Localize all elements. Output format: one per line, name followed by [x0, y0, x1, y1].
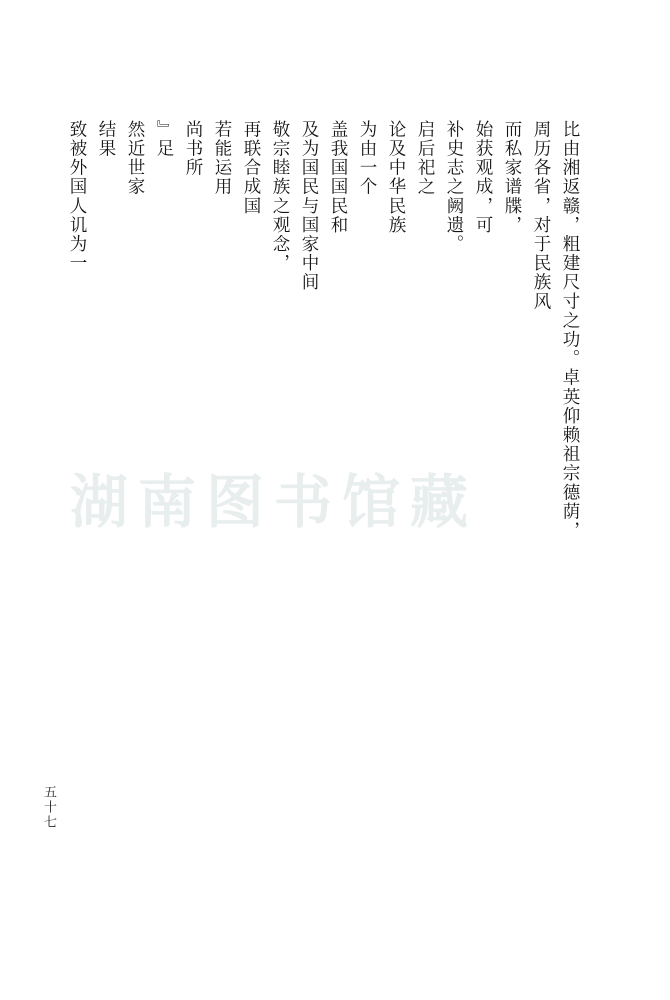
text-column: 启后祀之 [415, 120, 435, 197]
text-column: 补史志之阙遗。 [444, 120, 464, 254]
text-column: 及为国民与国家中间 [299, 120, 319, 292]
text-column: 再联合成国 [241, 120, 261, 216]
text-column: 比由湘返赣，粗建尺寸之功。卓英仰赖祖宗德荫， [560, 120, 580, 541]
text-column: 敬宗睦族之观念， [270, 120, 290, 273]
text-column: 周历各省，对于民族风 [531, 120, 551, 311]
text-column: 而私家谱牒， [502, 120, 522, 235]
text-column: 』足 [154, 120, 174, 159]
page-number: 五十七 [41, 785, 56, 830]
text-column: 尚书所 [183, 120, 203, 178]
text-column: 始获观成，可 [473, 120, 493, 235]
text-column: 盖我国国民和 [328, 120, 348, 235]
text-column: 论及中华民族 [386, 120, 406, 235]
library-watermark: 湖南图书馆藏 [70, 468, 479, 536]
text-column: 然近世家 [125, 120, 145, 197]
text-column: 致被外国人讥为一 [67, 120, 87, 273]
vertical-text-body [67, 120, 584, 900]
text-column: 若能运用 [212, 120, 232, 197]
text-column: 结果 [96, 120, 116, 159]
text-column: 为由一个 [357, 120, 377, 197]
